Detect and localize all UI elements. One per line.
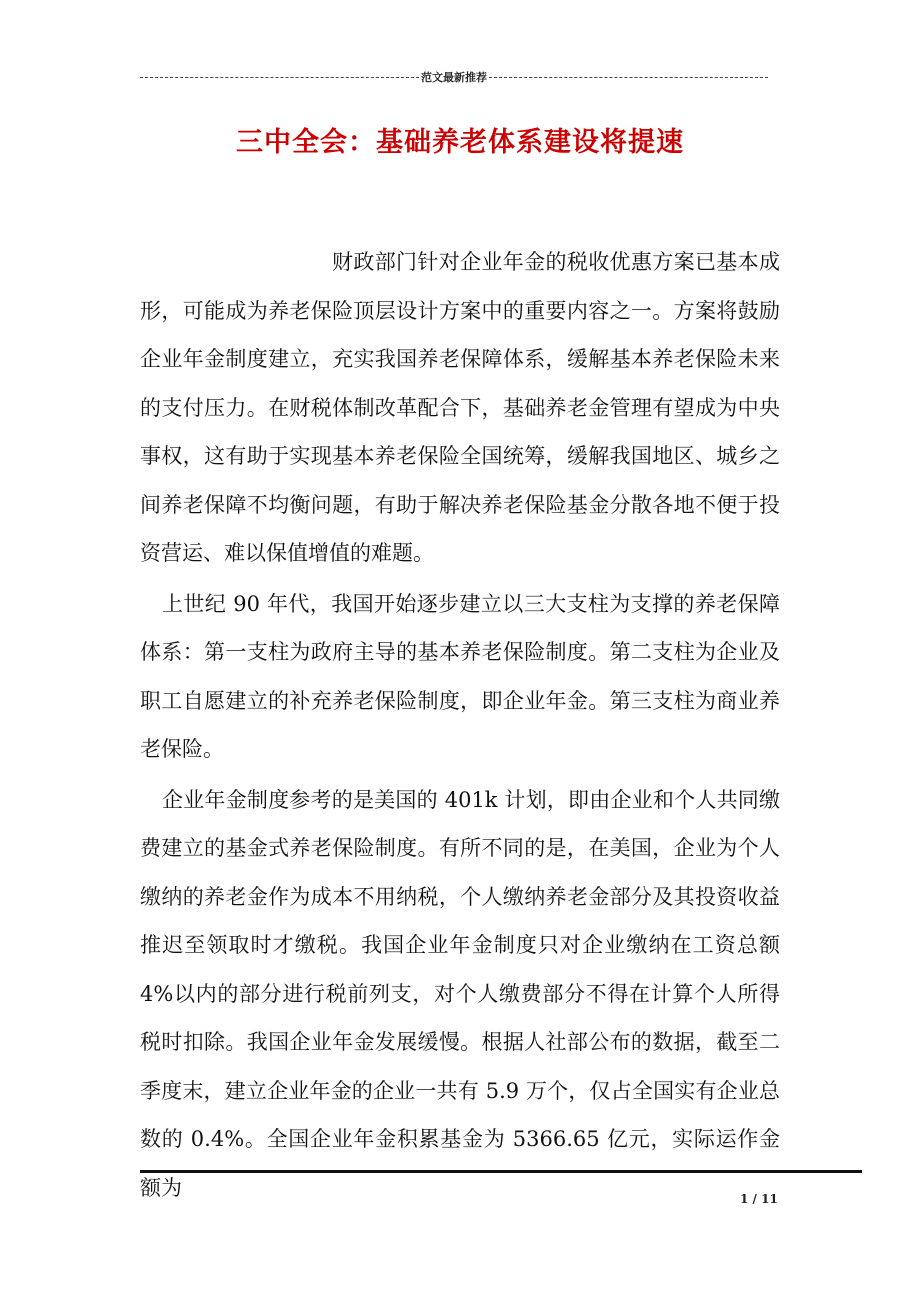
footer-rule [140, 1170, 862, 1173]
paragraph-1: 财政部门针对企业年金的税收优惠方案已基本成形，可能成为养老保险顶层设计方案中的重要内容之一。方案将鼓励企业年金制度建立，充实我国养老保障体系，缓解基本养老保险未来的支付压力。在财税体制改革配合下，基础养老金管理有望成为中央事权，这有助于实现基本养老保险全国统筹，缓解我国地区、城乡之间养老保障不均衡问题，有助于解决养老保险基金分散各地不便于投资营运、难以保值增值的难题。 [140, 250, 780, 565]
document-body [140, 238, 780, 1212]
page-header [140, 66, 768, 88]
paragraph-2: 上世纪 90 年代，我国开始逐步建立以三大支柱为支撑的养老保障体系：第一支柱为政府主导的基本养老保险制度。第二支柱为企业及职工自愿建立的补充养老保险制度，即企业年金。第三支柱为商业养老保险。 [140, 591, 780, 761]
page-number: 1 / 11 [740, 1192, 778, 1206]
document-title: 三中全会：基础养老体系建设将提速 [236, 127, 684, 158]
paragraph-3: 企业年金制度参考的是美国的 401k 计划，即由企业和个人共同缴费建立的基金式养老保险制度。有所不同的是，在美国，企业为个人缴纳的养老金作为成本不用纳税，个人缴纳养老金部分及其投资收益推迟至领取时才缴税。我国企业年金制度只对企业缴纳在工资总额 4%以内的部分进行税前列支，对个人缴费部分不得在计算个人所得税时扣除。我国企业年金发展缓慢。根据人社部公布的数据，截至二季度末，建立企业年金的企业一共有 5.9 万个，仅占全国实有企业总数的 0.4%。全国企业年金积累基金为 5366.65 亿元，实际运作金额为 [140, 787, 780, 1200]
header-label: 范文最新推荐 [421, 71, 487, 84]
header-dash-left [140, 77, 419, 78]
header-dash-right [489, 77, 768, 78]
